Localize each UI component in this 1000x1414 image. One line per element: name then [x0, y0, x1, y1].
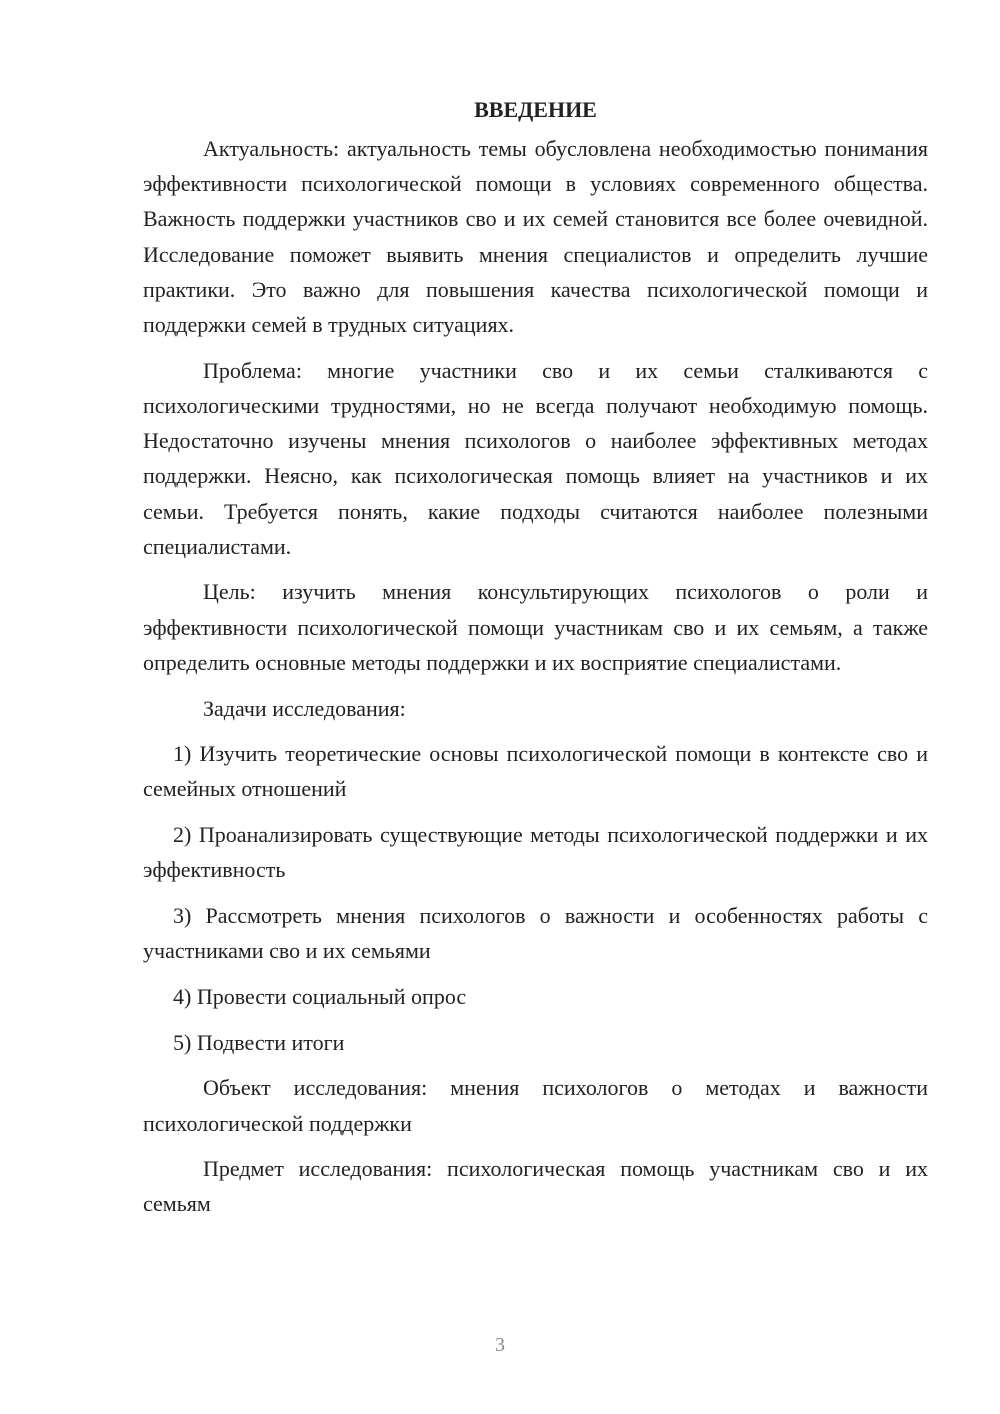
document-page [143, 92, 928, 1232]
task-item-1: 1) Изучить теоретические основы психологической помощи в контексте сво и семейных отношений [143, 741, 928, 802]
task-item-2: 2) Проанализировать существующие методы психологической поддержки и их эффективность [143, 822, 928, 883]
object-paragraph: Объект исследования: мнения психологов о методах и важности психологической поддержки [143, 1075, 928, 1136]
task-item-4: 4) Провести социальный опрос [173, 983, 467, 1009]
relevance-paragraph: Актуальность: актуальность темы обусловлена необходимостью понимания эффективности психологической помощи в условиях современного общества. Важность поддержки участников сво и их семей становится все более очевидной. Исследование поможет выявить мнения специалистов и определить лучшие практики. Это важно для повышения качества психологической помощи и поддержки семей в трудных ситуациях. [143, 136, 928, 338]
problem-paragraph: Проблема: многие участники сво и их семьи сталкиваются с психологическими трудностями, но не всегда получают необходимую помощь. Недостаточно изучены мнения психологов о наиболее эффективных методах поддержки. Неясно, как психологическая помощь влияет на участников и их семьи. Требуется понять, какие подходы считаются наиболее полезными специалистами. [143, 357, 928, 559]
task-item-3: 3) Рассмотреть мнения психологов о важности и особенностях работы с участниками сво и их семьями [143, 903, 928, 964]
page-number: 3 [495, 1334, 505, 1356]
subject-paragraph: Предмет исследования: психологическая помощь участникам сво и их семьям [143, 1156, 928, 1217]
tasks-title: Задачи исследования: [203, 695, 406, 721]
section-heading: ВВЕДЕНИЕ [474, 97, 597, 122]
goal-paragraph: Цель: изучить мнения консультирующих психологов о роли и эффективности психологической помощи участникам сво и их семьям, а также определить основные методы поддержки и их восприятие специалистами. [143, 579, 928, 675]
task-item-5: 5) Подвести итоги [173, 1029, 345, 1055]
